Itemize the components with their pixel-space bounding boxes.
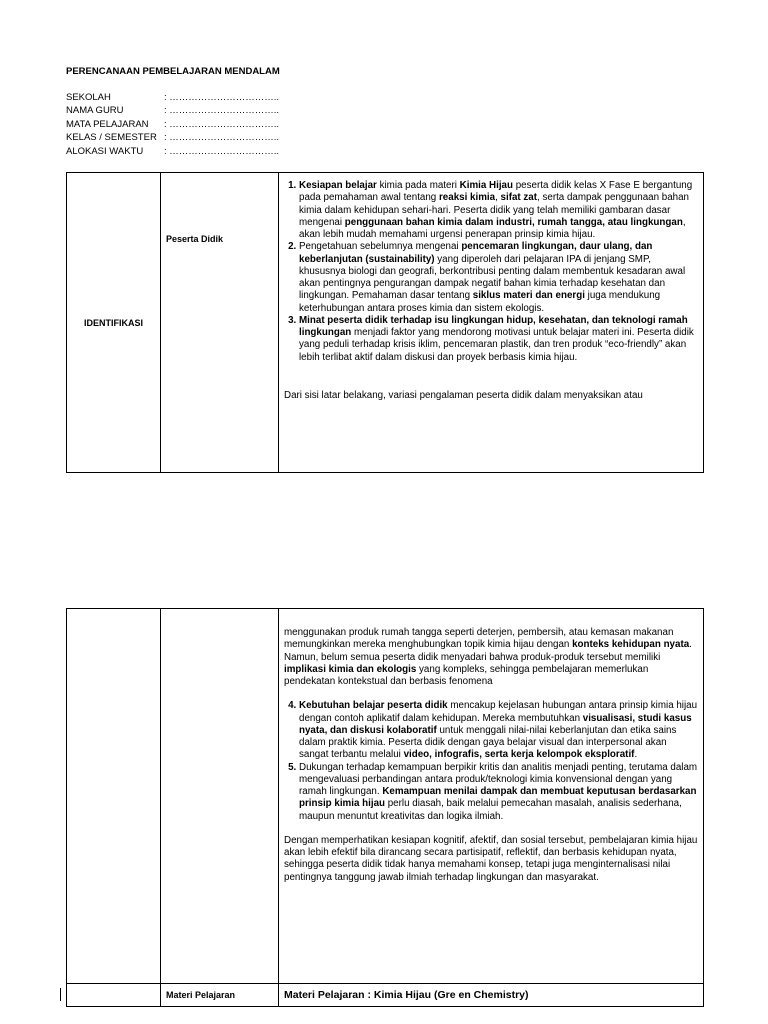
- paragraph-closing: Dari sisi latar belakang, variasi pengalaman peserta didik dalam menyaksikan atau: [284, 389, 643, 401]
- field-label: SEKOLAH: [66, 92, 111, 103]
- field-alokasi-waktu: [66, 145, 279, 158]
- list-item-text: Kebutuhan belajar peserta didik mencakup kejelasan hubungan antara prinsip kimia hijau dengan contoh aplikatif dalam kehidupan. Mereka membutuhkan visualisasi, studi kasus nyata, dan diskusi kolaboratif untuk menggali nilai-nilai keberlanjutan dan etika sains dalam praktik kimia. Peserta didik dengan gaya belajar visual dan interpersonal akan sangat terbantu melalui video, infografis, serta kerja kelompok eksploratif.: [299, 700, 698, 761]
- field-kelas-semester: [66, 131, 279, 144]
- list-item: [299, 315, 698, 364]
- field-mata-pelajaran: [66, 118, 279, 131]
- text-cursor: [60, 988, 61, 1001]
- list-item: [299, 241, 698, 315]
- empty-subsection-cell: [161, 609, 279, 984]
- field-value: : ……………………………..: [164, 132, 280, 144]
- list-item: [299, 762, 698, 823]
- document-title: PERENCANAAN PEMBELAJARAN MENDALAM: [66, 66, 280, 77]
- emphasis-text: Kesiapan belajar: [299, 180, 377, 191]
- emphasis-text: konteks kehidupan nyata: [572, 639, 690, 651]
- list-item-text: Pengetahuan sebelumnya mengenai pencemaran lingkungan, daur ulang, dan keberlanjutan (sustainability) yang diperoleh dari pelajaran IPA di jenjang SMP, khususnya biologi dan geografi, berkontribusi penting dalam membentuk kesadaran awal akan pentingnya pengurangan dampak negatif bahan kimia terhadap kesehatan dan lingkungan. Pemahaman dasar tentang siklus materi dan energi juga mendukung keterhubungan antara proses kimia dan sistem ekologis.: [299, 241, 686, 314]
- subsection-label-peserta-didik: Peserta Didik: [166, 234, 224, 244]
- paragraph-conclusion: Dengan memperhatikan kesiapan kognitif, afektif, dan sosial tersebut, pembelajaran kimia hijau akan lebih efektif bila dirancang secara partisipatif, reflektif, dan berbasis kehidupan nyata, sehingga peserta didik tidak hanya memahami konsep, tetapi juga menginternalisasi nilai pentingnya tanggung jawab ilmiah terhadap lingkungan dan masyarakat.: [284, 834, 698, 883]
- field-value: : ……………………………..: [164, 145, 280, 157]
- empty-section-cell: [67, 984, 161, 1007]
- peserta-didik-content-continued: [279, 609, 704, 984]
- emphasis-text: video, infografis, serta kerja kelompok eksploratif: [403, 749, 635, 761]
- field-value: : ……………………………..: [164, 92, 280, 103]
- peserta-didik-content: [279, 173, 704, 473]
- emphasis-text: Minat peserta didik terhadap isu lingkungan hidup, kesehatan, dan teknologi ramah lingkungan: [299, 314, 688, 338]
- list-item-text: Dukungan terhadap kemampuan berpikir kritis dan analitis menjadi penting, terutama dalam mengevaluasi perbandingan antara produk/teknologi kimia konvensional dengan yang ramah lingkungan. Kemampuan menilai dampak dan membuat keputusan berdasarkan prinsip kimia hijau perlu diasah, baik melalui pemecahan masalah, analisis sederhana, maupun menuntut kreativitas dan logika ilmiah.: [299, 761, 698, 822]
- paragraph-continuation: menggunakan produk rumah tangga seperti deterjen, pembersih, atau kemasan makanan memungkinkan mereka menghubungkan topik kimia hijau dengan konteks kehidupan nyata. Namun, belum semua peserta didik menyadari bahwa produk-produk tersebut memiliki implikasi kimia dan ekologis yang kompleks, sehingga pembelajaran memerlukan pendekatan kontekstual dan berbasis fenomena: [284, 627, 692, 687]
- field-label: KELAS / SEMESTER: [66, 132, 157, 144]
- empty-section-cell: [67, 609, 161, 984]
- readiness-list: [284, 180, 698, 364]
- emphasis-text: siklus materi dan energi: [472, 290, 585, 302]
- identification-table: [66, 172, 704, 473]
- field-label: NAMA GURU: [66, 105, 124, 117]
- emphasis-text: visualisasi, studi kasus nyata, dan diskusi kolaboratif: [299, 712, 692, 736]
- emphasis-text: Kimia Hijau: [459, 180, 513, 191]
- emphasis-text: implikasi kimia dan ekologis: [284, 663, 417, 675]
- materi-pelajaran-value: Materi Pelajaran : Kimia Hijau (Gre en Chemistry): [279, 984, 704, 1007]
- section-label-identifikasi: IDENTIFIKASI: [67, 173, 161, 473]
- header-fields: [66, 91, 279, 158]
- emphasis-text: penggunaan bahan kimia dalam industri, rumah tangga, atau lingkungan: [344, 216, 683, 228]
- materi-pelajaran-label: Materi Pelajaran: [161, 984, 279, 1007]
- field-label: MATA PELAJARAN: [66, 118, 149, 130]
- field-nama-guru: [66, 104, 279, 117]
- emphasis-text: pencemaran lingkungan, daur ulang, dan keberlanjutan (sustainability): [299, 241, 653, 265]
- identification-table-continued: [66, 608, 704, 1007]
- needs-list: [284, 700, 698, 823]
- list-item-text: Kesiapan belajar kimia pada materi Kimia Hijau peserta didik kelas X Fase E bergantung pada pemahaman awal tentang reaksi kimia, sifat zat, serta dampak penggunaan bahan kimia dalam kehidupan sehari-hari. Peserta didik yang telah memiliki gambaran dasar mengenai penggunaan bahan kimia dalam industri, rumah tangga, atau lingkungan, akan lebih mudah memahami urgensi penerapan prinsip kimia hijau.: [299, 180, 693, 240]
- peserta-didik-cell: [161, 173, 279, 473]
- list-item: [299, 180, 698, 241]
- list-item: [299, 700, 698, 761]
- list-item-text: Minat peserta didik terhadap isu lingkungan hidup, kesehatan, dan teknologi ramah lingkungan menjadi faktor yang mendorong motivasi untuk belajar materi ini. Peserta didik yang peduli terhadap krisis iklim, pencemaran plastik, dan tren produk “eco-friendly” akan lebih terlibat aktif dalam diskusi dan proyek berbasis kimia hijau.: [299, 314, 694, 363]
- field-value: : ……………………………..: [164, 105, 280, 117]
- emphasis-text: Kebutuhan belajar peserta didik: [299, 700, 448, 712]
- field-value: : ……………………………..: [164, 118, 280, 130]
- emphasis-text: reaksi kimia: [438, 192, 496, 204]
- emphasis-text: sifat zat: [500, 192, 538, 204]
- field-sekolah: [66, 91, 279, 104]
- emphasis-text: Kemampuan menilai dampak dan membuat keputusan berdasarkan prinsip kimia hijau: [299, 786, 697, 810]
- field-label: ALOKASI WAKTU: [66, 145, 144, 157]
